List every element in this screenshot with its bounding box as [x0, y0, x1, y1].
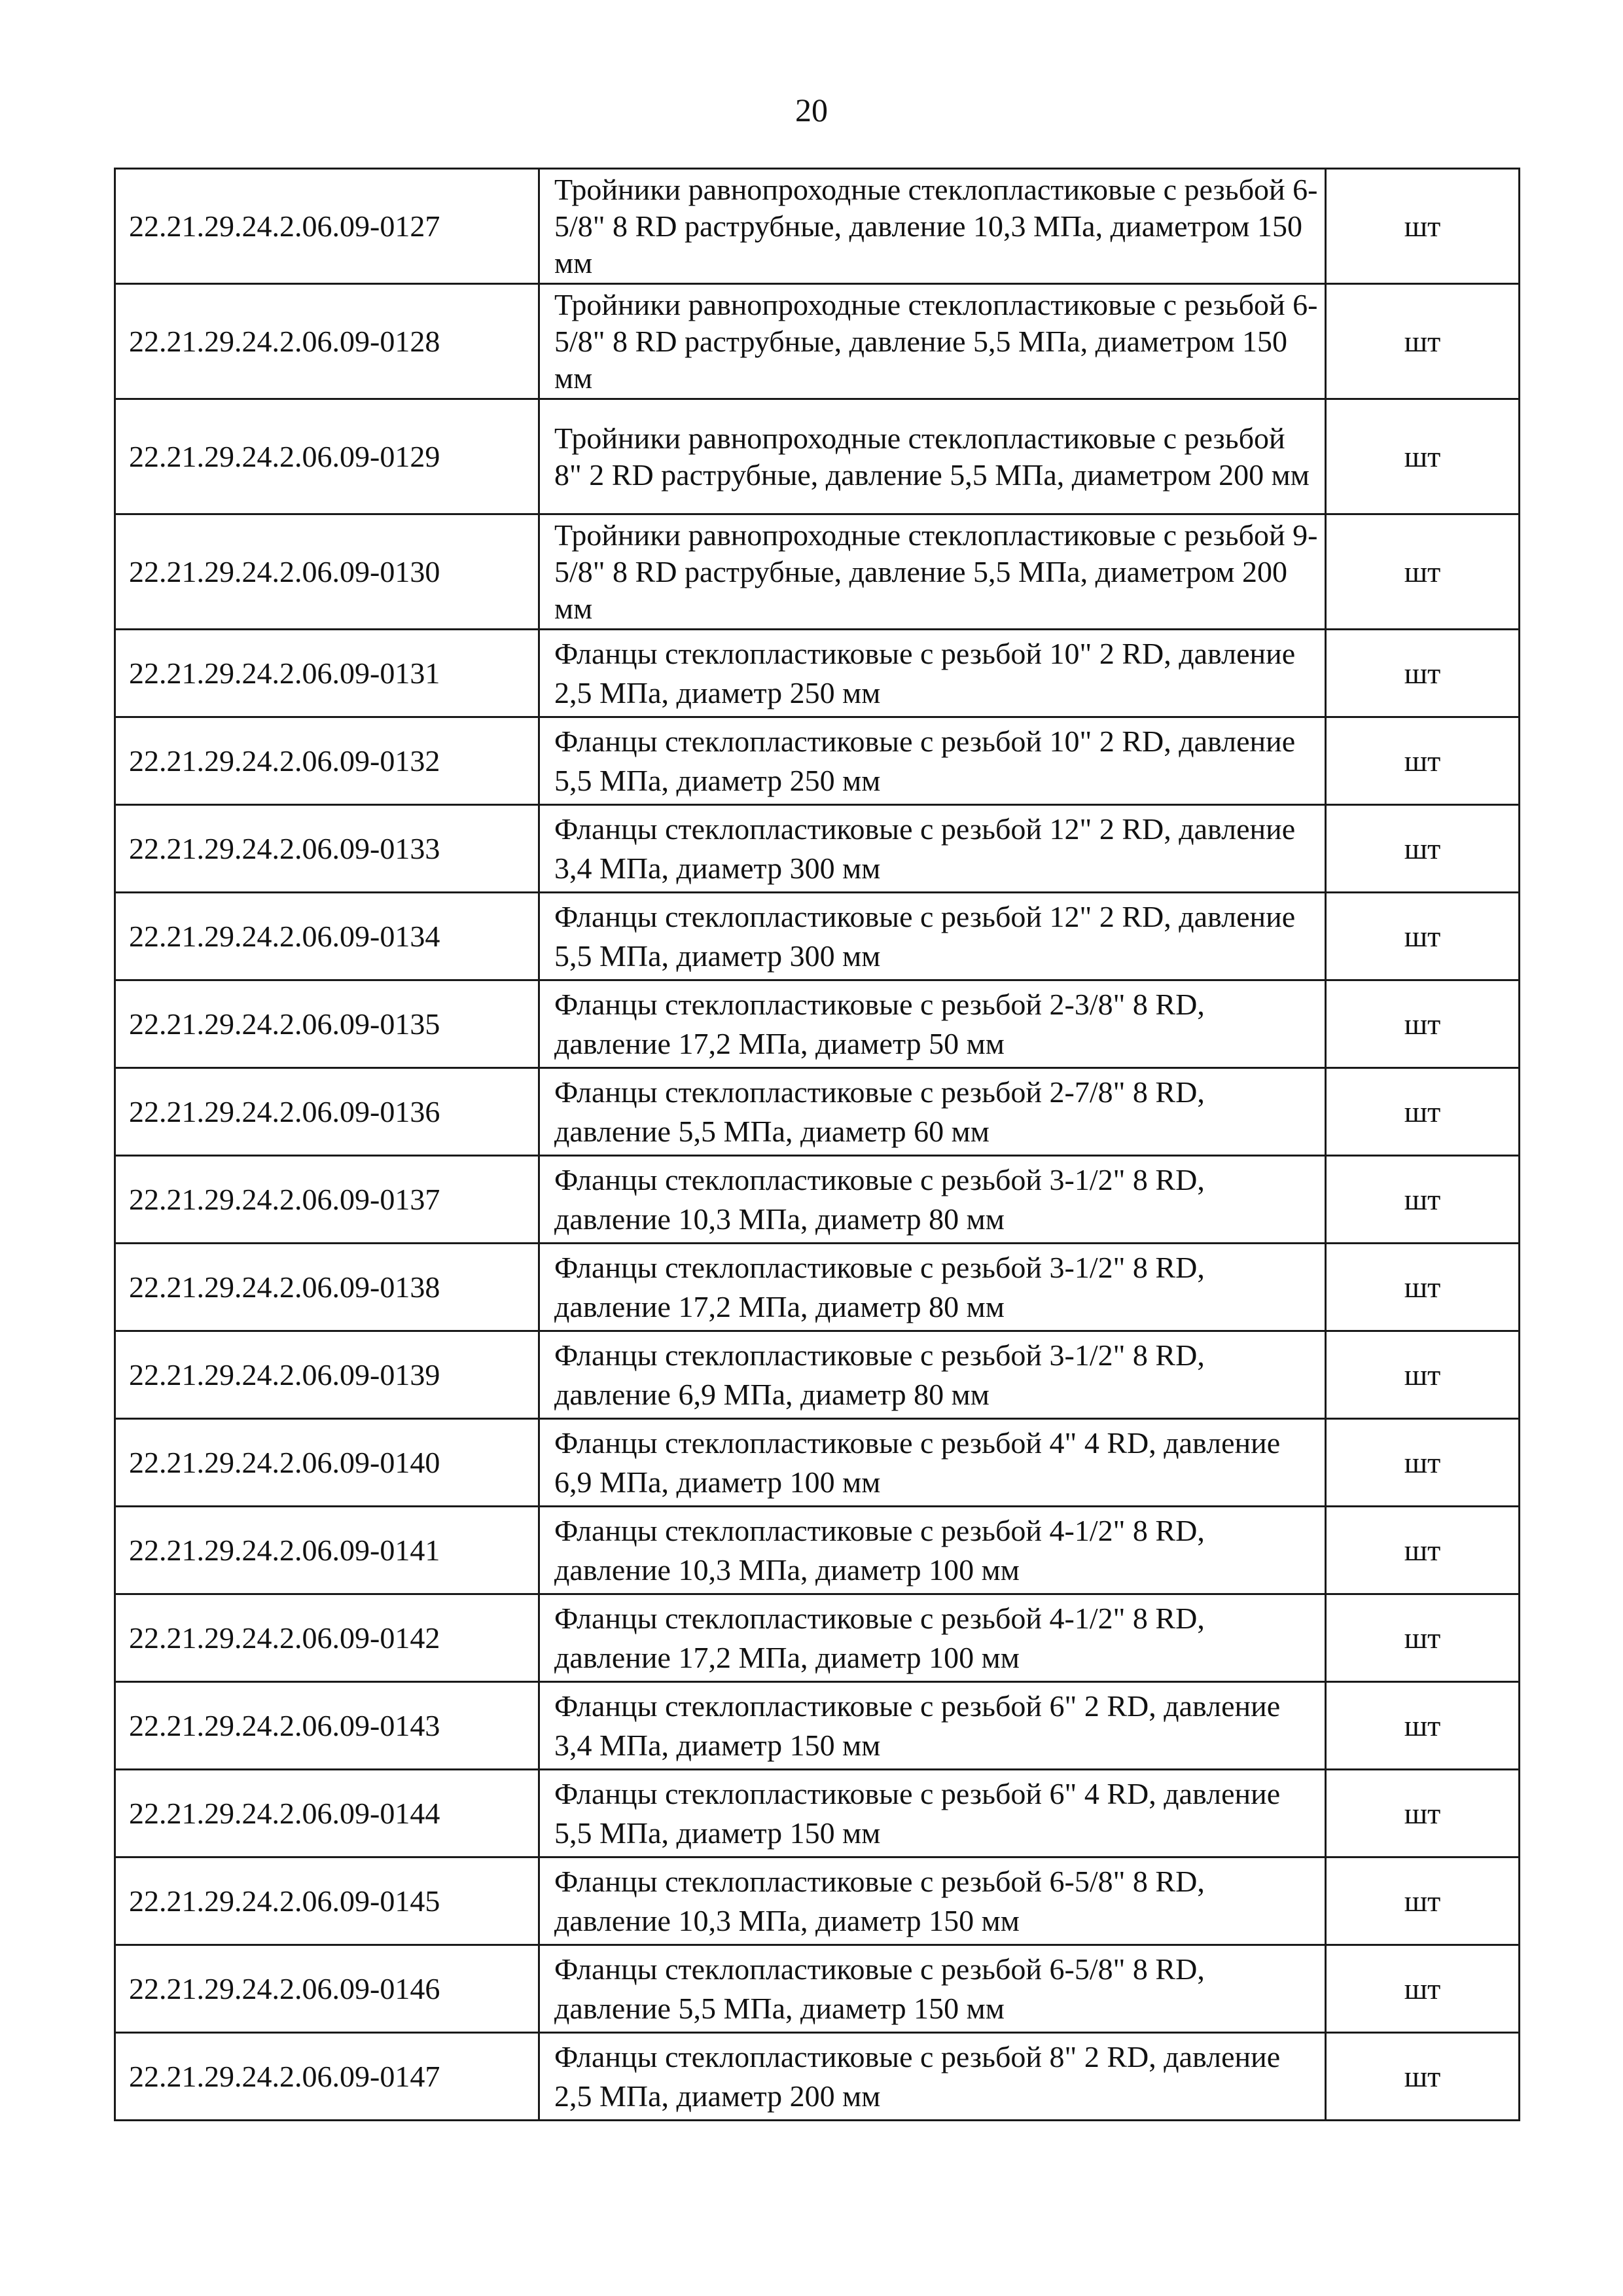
name-cell: Фланцы стеклопластиковые с резьбой 12" 2 RD, давление 3,4 МПа, диаметр 300 мм	[539, 805, 1326, 893]
code-cell: 22.21.29.24.2.06.09-0139	[115, 1331, 539, 1419]
unit-cell: шт	[1326, 717, 1520, 805]
table-row	[115, 1156, 1520, 1244]
table-row	[115, 717, 1520, 805]
unit-cell: шт	[1326, 980, 1520, 1068]
table-row	[115, 893, 1520, 980]
table-row	[115, 1594, 1520, 1682]
table-row	[115, 1419, 1520, 1507]
table-row	[115, 980, 1520, 1068]
table-row	[115, 169, 1520, 284]
materials-table-body	[115, 169, 1520, 2121]
table-row	[115, 1244, 1520, 1331]
table-row	[115, 284, 1520, 399]
table-row	[115, 1068, 1520, 1156]
table-row	[115, 1331, 1520, 1419]
name-cell: Фланцы стеклопластиковые с резьбой 6" 4 RD, давление 5,5 МПа, диаметр 150 мм	[539, 1770, 1326, 1857]
code-cell: 22.21.29.24.2.06.09-0130	[115, 514, 539, 630]
code-cell: 22.21.29.24.2.06.09-0140	[115, 1419, 539, 1507]
name-cell: Фланцы стеклопластиковые с резьбой 3-1/2" 8 RD, давление 17,2 МПа, диаметр 80 мм	[539, 1244, 1326, 1331]
code-cell: 22.21.29.24.2.06.09-0141	[115, 1507, 539, 1594]
code-cell: 22.21.29.24.2.06.09-0136	[115, 1068, 539, 1156]
name-cell: Фланцы стеклопластиковые с резьбой 6" 2 RD, давление 3,4 МПа, диаметр 150 мм	[539, 1682, 1326, 1770]
name-cell: Фланцы стеклопластиковые с резьбой 2-7/8" 8 RD, давление 5,5 МПа, диаметр 60 мм	[539, 1068, 1326, 1156]
unit-cell: шт	[1326, 1770, 1520, 1857]
code-cell: 22.21.29.24.2.06.09-0133	[115, 805, 539, 893]
unit-cell: шт	[1326, 893, 1520, 980]
code-cell: 22.21.29.24.2.06.09-0128	[115, 284, 539, 399]
table-row	[115, 1507, 1520, 1594]
name-cell: Тройники равнопроходные стеклопластиковые с резьбой 9-5/8" 8 RD раструбные, давление 5,5 МПа, диаметром 200 мм	[539, 514, 1326, 630]
table-row	[115, 1945, 1520, 2033]
unit-cell: шт	[1326, 514, 1520, 630]
unit-cell: шт	[1326, 1068, 1520, 1156]
name-cell: Тройники равнопроходные стеклопластиковые с резьбой 6-5/8" 8 RD раструбные, давление 10,3 МПа, диаметром 150 мм	[539, 169, 1326, 284]
unit-cell: шт	[1326, 284, 1520, 399]
name-cell: Тройники равнопроходные стеклопластиковые с резьбой 8" 2 RD раструбные, давление 5,5 МПа, диаметром 200 мм	[539, 399, 1326, 514]
name-cell: Фланцы стеклопластиковые с резьбой 4" 4 RD, давление 6,9 МПа, диаметр 100 мм	[539, 1419, 1326, 1507]
code-cell: 22.21.29.24.2.06.09-0146	[115, 1945, 539, 2033]
table-row	[115, 630, 1520, 717]
name-cell: Фланцы стеклопластиковые с резьбой 2-3/8" 8 RD, давление 17,2 МПа, диаметр 50 мм	[539, 980, 1326, 1068]
name-cell: Фланцы стеклопластиковые с резьбой 6-5/8" 8 RD, давление 5,5 МПа, диаметр 150 мм	[539, 1945, 1326, 2033]
table-row	[115, 399, 1520, 514]
table-row	[115, 2033, 1520, 2121]
unit-cell: шт	[1326, 630, 1520, 717]
name-cell: Тройники равнопроходные стеклопластиковые с резьбой 6-5/8" 8 RD раструбные, давление 5,5 МПа, диаметром 150 мм	[539, 284, 1326, 399]
unit-cell: шт	[1326, 1507, 1520, 1594]
table-row	[115, 1857, 1520, 1945]
unit-cell: шт	[1326, 1244, 1520, 1331]
name-cell: Фланцы стеклопластиковые с резьбой 6-5/8" 8 RD, давление 10,3 МПа, диаметр 150 мм	[539, 1857, 1326, 1945]
unit-cell: шт	[1326, 1682, 1520, 1770]
table-row	[115, 514, 1520, 630]
code-cell: 22.21.29.24.2.06.09-0127	[115, 169, 539, 284]
code-cell: 22.21.29.24.2.06.09-0138	[115, 1244, 539, 1331]
materials-table	[114, 168, 1520, 2121]
name-cell: Фланцы стеклопластиковые с резьбой 12" 2 RD, давление 5,5 МПа, диаметр 300 мм	[539, 893, 1326, 980]
unit-cell: шт	[1326, 1156, 1520, 1244]
name-cell: Фланцы стеклопластиковые с резьбой 4-1/2" 8 RD, давление 10,3 МПа, диаметр 100 мм	[539, 1507, 1326, 1594]
unit-cell: шт	[1326, 169, 1520, 284]
code-cell: 22.21.29.24.2.06.09-0129	[115, 399, 539, 514]
name-cell: Фланцы стеклопластиковые с резьбой 8" 2 RD, давление 2,5 МПа, диаметр 200 мм	[539, 2033, 1326, 2121]
unit-cell: шт	[1326, 2033, 1520, 2121]
name-cell: Фланцы стеклопластиковые с резьбой 4-1/2" 8 RD, давление 17,2 МПа, диаметр 100 мм	[539, 1594, 1326, 1682]
unit-cell: шт	[1326, 1857, 1520, 1945]
code-cell: 22.21.29.24.2.06.09-0135	[115, 980, 539, 1068]
page-number: 20	[795, 92, 828, 128]
table-row	[115, 1682, 1520, 1770]
unit-cell: шт	[1326, 1331, 1520, 1419]
code-cell: 22.21.29.24.2.06.09-0147	[115, 2033, 539, 2121]
name-cell: Фланцы стеклопластиковые с резьбой 10" 2 RD, давление 5,5 МПа, диаметр 250 мм	[539, 717, 1326, 805]
code-cell: 22.21.29.24.2.06.09-0132	[115, 717, 539, 805]
code-cell: 22.21.29.24.2.06.09-0143	[115, 1682, 539, 1770]
name-cell: Фланцы стеклопластиковые с резьбой 3-1/2" 8 RD, давление 6,9 МПа, диаметр 80 мм	[539, 1331, 1326, 1419]
code-cell: 22.21.29.24.2.06.09-0137	[115, 1156, 539, 1244]
code-cell: 22.21.29.24.2.06.09-0131	[115, 630, 539, 717]
unit-cell: шт	[1326, 1945, 1520, 2033]
code-cell: 22.21.29.24.2.06.09-0145	[115, 1857, 539, 1945]
code-cell: 22.21.29.24.2.06.09-0142	[115, 1594, 539, 1682]
unit-cell: шт	[1326, 1419, 1520, 1507]
unit-cell: шт	[1326, 399, 1520, 514]
code-cell: 22.21.29.24.2.06.09-0134	[115, 893, 539, 980]
unit-cell: шт	[1326, 1594, 1520, 1682]
name-cell: Фланцы стеклопластиковые с резьбой 3-1/2" 8 RD, давление 10,3 МПа, диаметр 80 мм	[539, 1156, 1326, 1244]
name-cell: Фланцы стеклопластиковые с резьбой 10" 2 RD, давление 2,5 МПа, диаметр 250 мм	[539, 630, 1326, 717]
table-row	[115, 1770, 1520, 1857]
code-cell: 22.21.29.24.2.06.09-0144	[115, 1770, 539, 1857]
unit-cell: шт	[1326, 805, 1520, 893]
table-row	[115, 805, 1520, 893]
